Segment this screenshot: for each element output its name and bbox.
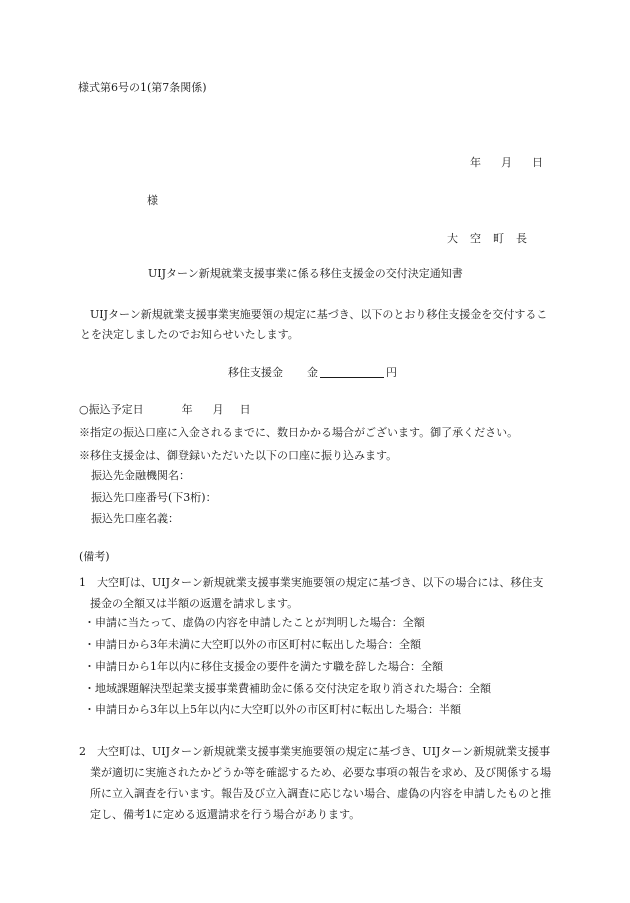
refund-condition-1: ・申請に当たって、虚偽の内容を申請したことが判明した場合：全額 [84,616,425,629]
amount-unit: 円 [386,366,397,379]
transfer-month: 月 [212,403,224,416]
amount-blank-line [320,366,384,378]
amount-row [228,365,397,381]
date-day: 日 [532,156,543,169]
remarks-item-1 [79,572,554,614]
note-deposit-delay: ※指定の振込口座に入金されるまでに、数日かかる場合がございます。御了承ください。 [79,426,519,439]
transfer-date-row [79,402,251,418]
remarks-item-2 [79,741,554,825]
date-year: 年 [470,156,481,169]
bank-name-field: 振込先金融機関名： [91,469,190,482]
note-registered-account: ※移住支援金は、御登録いただいた以下の口座に振り込みます。 [79,449,398,462]
remarks-heading: (備考) [79,550,110,563]
addressee-suffix: 様 [147,194,158,207]
remarks-item-1-text: 1 大空町は、UIJターン新規就業支援事業実施要領の規定に基づき、以下の場合には、移住支援金の全額又は半額の返還を請求します。 [79,576,544,610]
amount-prefix: 金 [307,366,318,379]
account-number-field: 振込先口座番号(下3桁)： [91,491,217,504]
transfer-date-label: ○振込予定日 [79,403,144,416]
account-holder-field: 振込先口座名義： [91,512,179,525]
document-title: UIJターン新規就業支援事業に係る移住支援金の交付決定通知書 [148,267,463,280]
form-number: 様式第6号の1(第7条関係) [78,81,207,94]
refund-condition-5: ・申請日から3年以上5年以内に大空町以外の市区町村に転出した場合：半額 [84,703,461,716]
transfer-year: 年 [181,403,193,416]
amount-label: 移住支援金 [228,366,283,379]
refund-condition-2: ・申請日から3年未満に大空町以外の市区町村に転出した場合：全額 [84,638,421,651]
refund-condition-4: ・地域課題解決型起業支援事業費補助金に係る交付決定を取り消された場合：全額 [84,682,491,695]
date-line [470,155,543,171]
remarks-item-2-text: 2 大空町は、UIJターン新規就業支援事業実施要領の規定に基づき、UIJターン新規就業支援事業が適切に実施されたかどうか等を確認するため、必要な事項の報告を求め、及び関係する場所に立入調査を行います。報告及び立入調査に応じない場合、虚偽の内容を申請したものと推定し、備考1に定める返還請求を行う場合があります。 [79,745,552,821]
issuer-name: 大空町長 [447,232,539,245]
body-paragraph: UIJターン新規就業支援事業実施要領の規定に基づき、以下のとおり移住支援金を交付することを決定しましたのでお知らせいたします。 [80,308,548,341]
date-month: 月 [501,156,512,169]
transfer-day: 日 [239,403,251,416]
refund-condition-3: ・申請日から1年以内に移住支援金の要件を満たす職を辞した場合：全額 [84,660,443,673]
